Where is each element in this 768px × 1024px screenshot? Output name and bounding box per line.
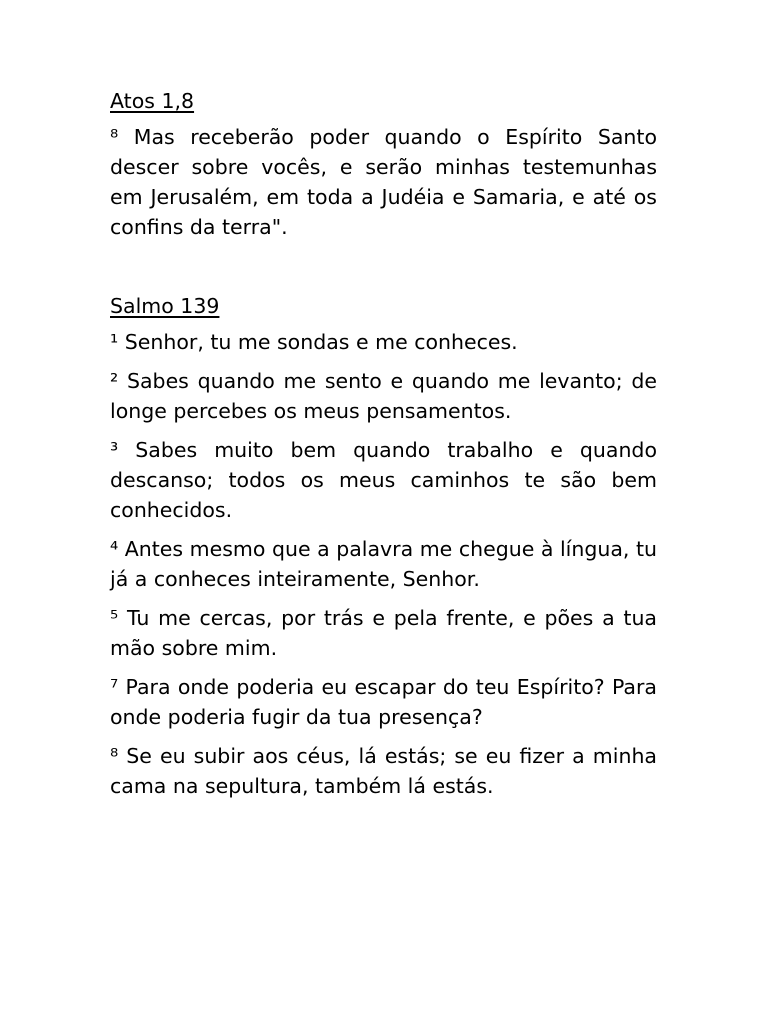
section-heading-salmo: Salmo 139 — [110, 294, 220, 318]
verse-salmo-4: ⁴ Antes mesmo que a palavra me chegue à língua, tu já a conheces inteiramente, Senhor. — [110, 537, 657, 591]
section-heading-atos: Atos 1,8 — [110, 89, 195, 113]
verse-salmo-2: ² Sabes quando me sento e quando me levanto; de longe percebes os meus pensamentos. — [110, 369, 657, 423]
verse-salmo-3: ³ Sabes muito bem quando trabalho e quando descanso; todos os meus caminhos te são bem conhecidos. — [110, 438, 657, 522]
verse-salmo-5: ⁵ Tu me cercas, por trás e pela frente, e pões a tua mão sobre mim. — [110, 606, 657, 660]
document-body — [110, 86, 657, 810]
verse-salmo-1: ¹ Senhor, tu me sondas e me conheces. — [110, 330, 518, 354]
verse-atos-8: ⁸ Mas receberão poder quando o Espírito Santo descer sobre vocês, e serão minhas testemunhas em Jerusalém, em toda a Judéia e Samaria, e até os confins da terra". — [110, 125, 657, 239]
verse-salmo-7: ⁷ Para onde poderia eu escapar do teu Espírito? Para onde poderia fugir da tua presença? — [110, 675, 657, 729]
verse-salmo-8: ⁸ Se eu subir aos céus, lá estás; se eu fizer a minha cama na sepultura, também lá estás. — [110, 744, 657, 798]
section-spacer — [110, 251, 657, 291]
